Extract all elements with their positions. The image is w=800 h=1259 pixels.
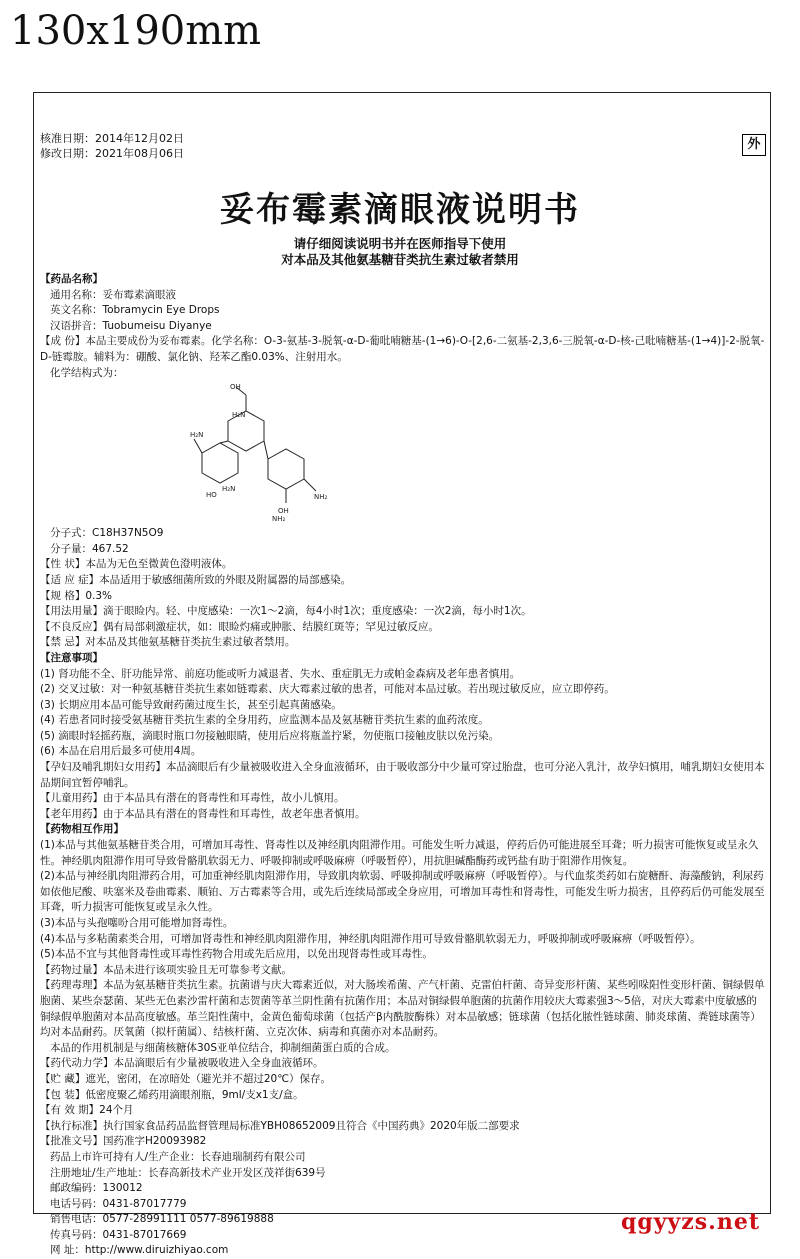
text-line: 【用法用量】滴于眼睑内。轻、中度感染：一次1～2滴，每4小时1次；重度感染：一次2滴，每小时1次。	[40, 605, 532, 618]
svg-text:OH: OH	[230, 383, 241, 392]
text-line: (6) 本品在启用后最多可使用4周。	[40, 745, 202, 758]
text-line: 汉语拼音：Tuobumeisu Diyanye	[50, 319, 212, 332]
svg-text:H₂N: H₂N	[190, 431, 204, 440]
text-line: 化学结构式为：	[50, 366, 124, 379]
text-line: (1) 肾功能不全、肝功能异常、前庭功能或听力减退者、失水、重症肌无力或帕金森病及老年患者慎用。	[40, 667, 521, 680]
text-line: 【有 效 期】24个月	[40, 1104, 134, 1117]
text-line: 注册地址/生产地址：长春高新技术产业开发区茂祥街639号	[50, 1166, 326, 1179]
text-line: 【执行标准】执行国家食品药品监督管理局标准YBH08652009且符合《中国药典》2020年版二部要求	[40, 1119, 520, 1132]
structure-diagram	[188, 381, 348, 526]
text-line: (3) 长期应用本品可能导致耐药菌过度生长，甚至引起真菌感染。	[40, 698, 342, 711]
text-line: 【禁 忌】对本品及其他氨基糖苷类抗生素过敏者禁用。	[40, 636, 296, 649]
size-label: 130x190mm	[10, 8, 262, 54]
text-line: 传真号码：0431-87017669	[50, 1228, 187, 1241]
svg-text:OH: OH	[278, 507, 289, 516]
revise-date: 修改日期：2021年08月06日	[40, 147, 184, 160]
text-line: 分子量：467.52	[50, 542, 129, 555]
text-line: 邮政编码：130012	[50, 1182, 143, 1195]
svg-text:H₂N: H₂N	[232, 411, 246, 420]
text-line: 【药物相互作用】	[40, 823, 124, 836]
svg-text:H₂N: H₂N	[222, 485, 236, 494]
text-line: 电话号码：0431-87017779	[50, 1197, 187, 1210]
text-line: 销售电话：0577-28991111 0577-89619888	[50, 1213, 274, 1226]
text-line: 【儿童用药】由于本品具有潜在的肾毒性和耳毒性，故小儿慎用。	[40, 792, 345, 805]
svg-text:NH₂: NH₂	[272, 515, 286, 524]
text-line: (3)本品与头孢噻吩合用可能增加肾毒性。	[40, 917, 234, 929]
text-line: 【药品名称】	[40, 273, 103, 285]
text-line: 【老年用药】由于本品具有潜在的肾毒性和耳毒性，故老年患者慎用。	[40, 807, 366, 820]
document-title: 妥布霉素滴眼液说明书	[220, 190, 580, 230]
text-line: 分子式：C18H37N5O9	[50, 527, 164, 540]
text-line: 【性 状】本品为无色至微黄色澄明液体。	[40, 558, 233, 571]
instruction-body	[40, 272, 765, 1259]
date-block	[40, 131, 184, 161]
text-line: 药品上市许可持有人/生产企业：长春迪瑞制药有限公司	[50, 1150, 306, 1163]
text-line: 【药代动力学】本品滴眼后有少量被吸收进入全身血液循环。	[40, 1057, 324, 1070]
text-line: (1)本品与其他氨基糖苷类合用，可增加耳毒性、肾毒性以及神经肌肉阻滞作用。可能发生听力减退，停药后仍可能进展至耳聋；听力损害可能恢复或呈永久性。神经肌肉阻滞作用可导致骨骼肌软弱无力、呼吸抑制或呼吸麻痹（呼吸暂停），用抗胆碱酯酶药或钙盐有助于阻滞作用恢复。	[40, 839, 759, 867]
svg-text:HO: HO	[206, 491, 217, 500]
chemical-structure	[40, 381, 765, 526]
warning-line-1: 请仔细阅读说明书并在医师指导下使用	[293, 236, 507, 251]
text-line: 【贮 藏】遮光，密闭，在凉暗处（避光并不超过20℃）保存。	[40, 1072, 331, 1085]
text-line: 【规 格】0.3%	[40, 589, 113, 602]
text-line: 【药理毒理】本品为氨基糖苷类抗生素。抗菌谱与庆大霉素近似，对大肠埃希菌、产气杆菌、克雷伯杆菌、奇异变形杆菌、某些吲哚阳性变形杆菌、铜绿假单胞菌、某些奈瑟菌、某些无色素沙雷杆菌和志贺菌等革兰阴性菌有抗菌作用；本品对铜绿假单胞菌的抗菌作用较庆大霉素强3～5倍，对庆大霉素中度敏感的铜绿假单胞菌对本品高度敏感。革兰阳性菌中，金黄色葡萄球菌（包括产β内酰胺酶株）对本品敏感；链球菌（包括化脓性链球菌、肺炎球菌、粪链球菌等）均对本品耐药。厌氧菌（拟杆菌属）、结核杆菌、立克次体、病毒和真菌亦对本品耐药。	[40, 979, 765, 1039]
text-line: 【包 装】低密度聚乙烯药用滴眼剂瓶，9ml/支x1支/盒。	[40, 1088, 304, 1101]
site-watermark: qgyyzs.net	[620, 1209, 760, 1235]
section-block-1	[40, 272, 765, 381]
text-line: (4)本品与多粘菌素类合用，可增加肾毒性和神经肌肉阻滞作用，神经肌肉阻滞作用可导致骨骼肌软弱无力，呼吸抑制或呼吸麻痹（呼吸暂停）。	[40, 932, 701, 945]
text-line: (4) 若患者同时接受氨基糖苷类抗生素的全身用药，应监测本品及氨基糖苷类抗生素的血药浓度。	[40, 714, 489, 727]
text-line: 【成 份】本品主要成份为妥布霉素。化学名称：O-3-氨基-3-脱氧-α-D-葡吡喃糖基-(1→6)-O-[2,6-二氨基-2,3,6-三脱氧-α-D-核-己吡喃糖基-(1→4)]-2-脱氧-D-链霉胺。辅料为：硼酸、氯化钠、羟苯乙酯0.03%、注射用水。	[40, 335, 765, 363]
text-line: 【注意事项】	[40, 651, 103, 664]
text-line: 英文名称：Tobramycin Eye Drops	[50, 304, 220, 317]
external-use-badge: 外	[742, 134, 766, 156]
text-line: (2)本品与神经肌肉阻滞药合用，可加重神经肌肉阻滞作用，导致肌肉软弱、呼吸抑制或呼吸麻痹（呼吸暂停）。与代血浆类药如右旋糖酐、海藻酸钠，利尿药如依他尼酸、呋塞米及卷曲霉素、顺铂、万古霉素等合用，或先后连续局部或全身应用，可增加耳毒性和肾毒性，可能发生听力损害，且停药后仍可能发展至耳聋，听力损害可能恢复或呈永久性。	[40, 870, 765, 914]
section-block-2	[40, 526, 765, 1259]
text-line: (5)本品不宜与其他肾毒性或耳毒性药物合用或先后应用，以免出现肾毒性或耳毒性。	[40, 948, 433, 961]
approve-date: 核准日期：2014年12月02日	[40, 132, 184, 145]
text-line: 【适 应 症】本品适用于敏感细菌所致的外眼及附属器的局部感染。	[40, 573, 352, 586]
text-line: 网 址：http://www.diruizhiyao.com	[50, 1244, 229, 1257]
text-line: 【批准文号】国药准字H20093982	[40, 1135, 207, 1148]
text-line: 本品的作用机制是与细菌核糖体30S亚单位结合，抑制细菌蛋白质的合成。	[50, 1041, 396, 1054]
text-line: (2) 交叉过敏：对一种氨基糖苷类抗生素如链霉素、庆大霉素过敏的患者，可能对本品过敏。若出现过敏反应，应立即停药。	[40, 683, 615, 696]
text-line: 通用名称：妥布霉素滴眼液	[50, 288, 176, 301]
text-line: 【药物过量】本品未进行该项实验且无可靠参考文献。	[40, 963, 292, 976]
text-line: 【不良反应】偶有局部刺激症状，如：眼睑灼痛或肿胀、结膜红斑等；罕见过敏反应。	[40, 620, 439, 633]
svg-text:NH₂: NH₂	[314, 493, 328, 502]
warning-line-2: 对本品及其他氨基糖苷类抗生素过敏者禁用	[281, 252, 519, 267]
text-line: (5) 滴眼时轻摇药瓶，滴眼时瓶口勿接触眼睛，使用后应将瓶盖拧紧，勿使瓶口接触皮肤以免污染。	[40, 729, 500, 742]
text-line: 【孕妇及哺乳期妇女用药】本品滴眼后有少量被吸收进入全身血液循环，由于吸收部分中少量可穿过胎盘，也可分泌入乳汁，故孕妇慎用，哺乳期妇女使用本品期间宜暂停哺乳。	[40, 761, 765, 789]
